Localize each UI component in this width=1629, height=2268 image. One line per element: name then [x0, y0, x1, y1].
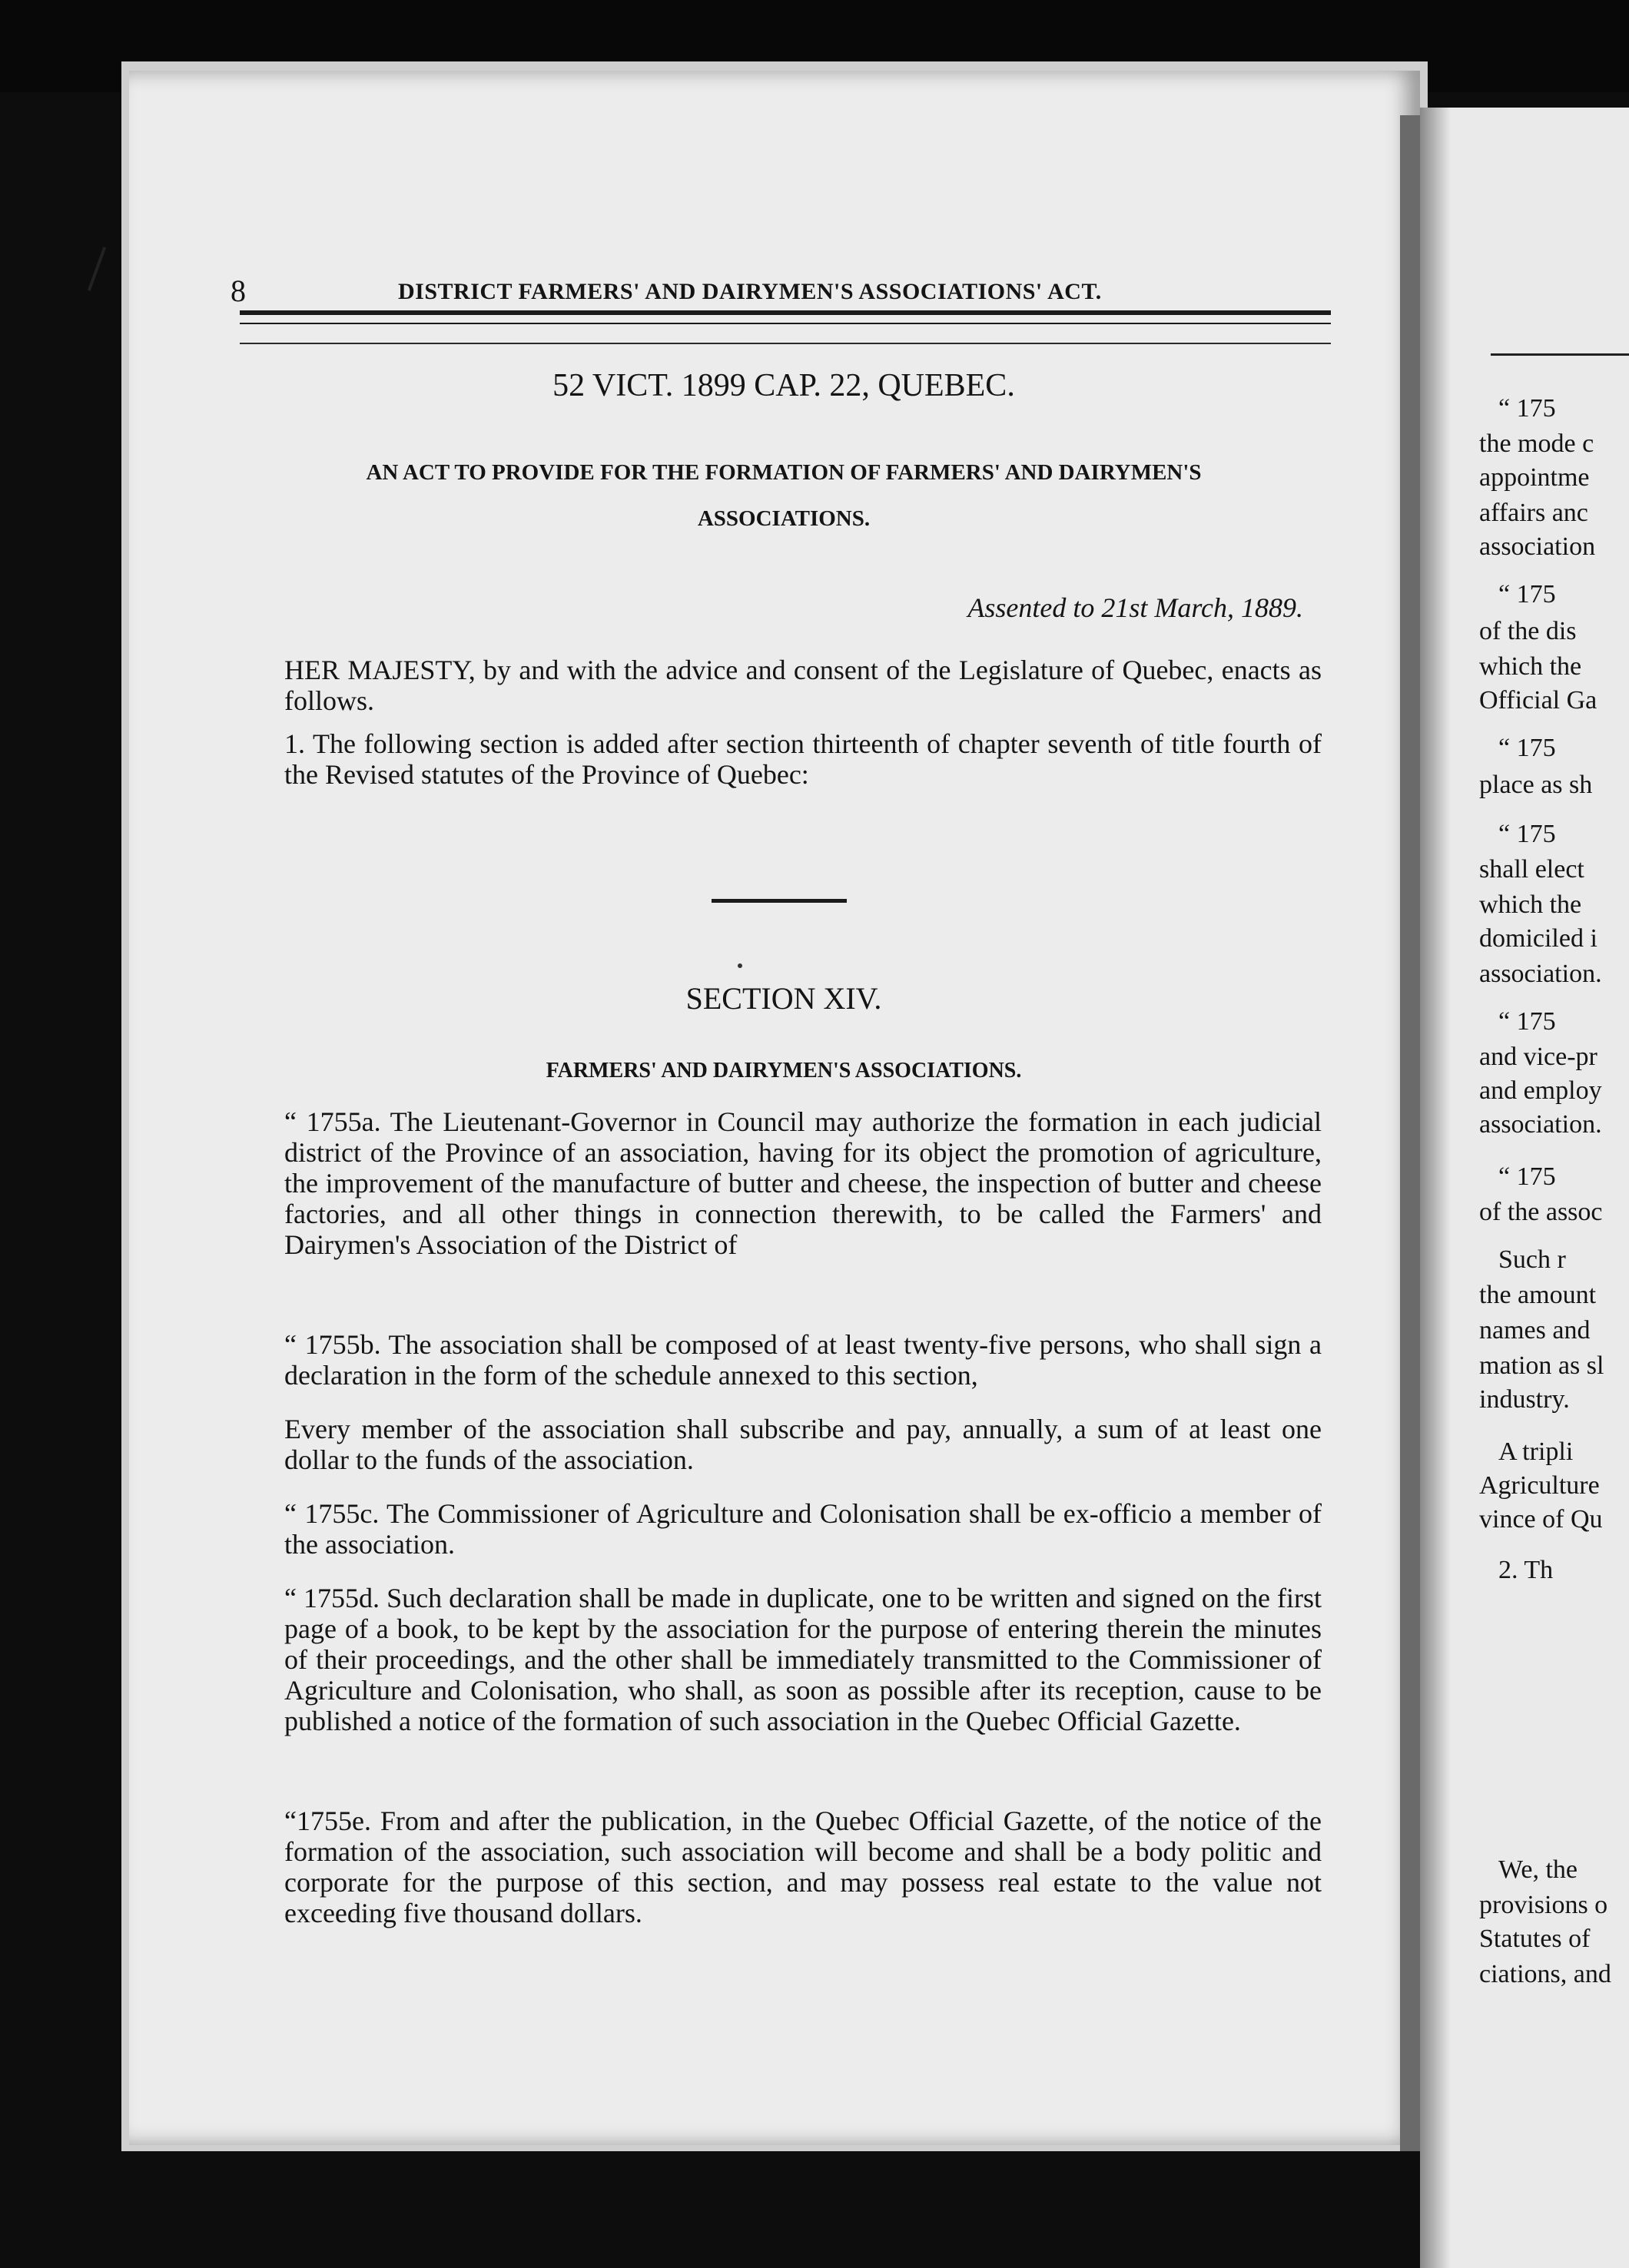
right-page-line: mation as sl: [1479, 1351, 1604, 1380]
paragraph-1: 1. The following section is added after section thirteenth of chapter seventh of title fourth of the Revised statutes of the Province of Quebec:: [284, 728, 1322, 790]
header-rule-thin: [240, 323, 1331, 324]
act-title: 52 VICT. 1899 CAP. 22, QUEBEC.: [552, 368, 1015, 403]
section-1755b-member: Every member of the association shall subscribe and pay, annually, a sum of at least one dollar to the funds of the association.: [284, 1414, 1322, 1475]
right-page-line: vince of Qu: [1479, 1505, 1603, 1534]
right-page-line: ciations, and: [1479, 1960, 1611, 1988]
section-1755b: “ 1755b. The association shall be composed of at least twenty-five persons, who shall sign a declaration in the form of the schedule annexed to this section,: [284, 1329, 1322, 1391]
right-page-line: Agriculture: [1479, 1471, 1600, 1500]
header-rule: [240, 310, 1331, 315]
right-page-line: names and: [1479, 1316, 1591, 1345]
right-page-line: “ 175: [1498, 734, 1556, 762]
header-rule-lower: [240, 343, 1331, 344]
scan-mark: [88, 247, 106, 291]
right-page-line: “ 175: [1498, 580, 1556, 608]
subtitle-line-2: ASSOCIATIONS.: [697, 506, 871, 531]
right-page-line: “ 175: [1498, 394, 1556, 423]
divider-rule: [712, 899, 847, 903]
right-page-line: which the: [1479, 890, 1582, 919]
right-page-line: association.: [1479, 960, 1602, 988]
section-1755a: “ 1755a. The Lieutenant-Governor in Council may authorize the formation in each judicial district of the Province of an association, having for its object the promotion of agriculture, the improvement of the manufacture of butter and cheese, the inspection of butter and cheese factories, and all other things in connection therewith, to be called the Farmers' and Dairymen's Association of the District of: [284, 1106, 1322, 1260]
right-page-line: industry.: [1479, 1385, 1570, 1414]
assent-date: Assented to 21st March, 1889.: [967, 592, 1303, 623]
right-page-line: “ 175: [1498, 820, 1556, 848]
section-1755d: “ 1755d. Such declaration shall be made in duplicate, one to be written and signed on the first page of a book, to be kept by the association for the purpose of entering therein the minutes of their proceedings, and the other shall be immediately transmitted to the Commissioner of Agriculture and Colonisation, who shall, as soon as possible after its reception, cause to be published a notice of the formation of such association in the Quebec Official Gazette.: [284, 1583, 1322, 1736]
right-page-line: 2. Th: [1498, 1556, 1554, 1584]
right-page-line: affairs anc: [1479, 499, 1588, 527]
right-page-line: association: [1479, 532, 1596, 561]
right-page-line: We, the: [1498, 1855, 1578, 1884]
section-subtitle: FARMERS' AND DAIRYMEN'S ASSOCIATIONS.: [546, 1059, 1022, 1083]
right-page-line: the mode c: [1479, 429, 1594, 458]
right-page-line: association.: [1479, 1110, 1602, 1139]
act-subtitle: [231, 449, 1337, 542]
right-page-line: and vice-pr: [1479, 1043, 1597, 1071]
right-page-line: Statutes of: [1479, 1925, 1591, 1953]
right-page-line: appointme: [1479, 463, 1590, 492]
preamble: HER MAJESTY, by and with the advice and consent of the Legislature of Quebec, enacts as follows.: [284, 655, 1322, 716]
right-page-rule: [1491, 353, 1629, 356]
right-page-line: A tripli: [1498, 1437, 1574, 1466]
book-gutter: [1400, 115, 1420, 2151]
right-page-line: “ 175: [1498, 1007, 1556, 1036]
right-page-line: Such r: [1498, 1245, 1566, 1274]
right-page-line: and employ: [1479, 1076, 1602, 1105]
page-number: 8: [231, 274, 246, 308]
section-title: SECTION XIV.: [685, 981, 882, 1016]
right-page-line: Official Ga: [1479, 686, 1597, 715]
right-page-line: place as sh: [1479, 771, 1593, 799]
right-page-line: “ 175: [1498, 1162, 1556, 1191]
right-page-line: shall elect: [1479, 855, 1584, 884]
divider-dot: [738, 963, 742, 968]
right-page-line: of the dis: [1479, 617, 1577, 645]
section-1755e: “1755e. From and after the publication, in the Quebec Official Gazette, of the notice of the formation of the association, such association will become and shall be a body politic and corporate for the purpose of this section, and may possess real estate to the value not exceeding five thousand dollars.: [284, 1805, 1322, 1928]
right-page-line: provisions o: [1479, 1891, 1608, 1919]
section-1755c: “ 1755c. The Commissioner of Agriculture and Colonisation shall be ex-officio a member of the association.: [284, 1498, 1322, 1560]
right-page-line: domiciled i: [1479, 924, 1597, 953]
right-page-line: which the: [1479, 652, 1582, 681]
subtitle-line-1: AN ACT TO PROVIDE FOR THE FORMATION OF FARMERS' AND DAIRYMEN'S: [366, 460, 1202, 485]
right-page-line: of the assoc: [1479, 1198, 1603, 1226]
running-head: DISTRICT FARMERS' AND DAIRYMEN'S ASSOCIATIONS' ACT.: [398, 279, 1102, 304]
right-page-line: the amount: [1479, 1281, 1597, 1309]
